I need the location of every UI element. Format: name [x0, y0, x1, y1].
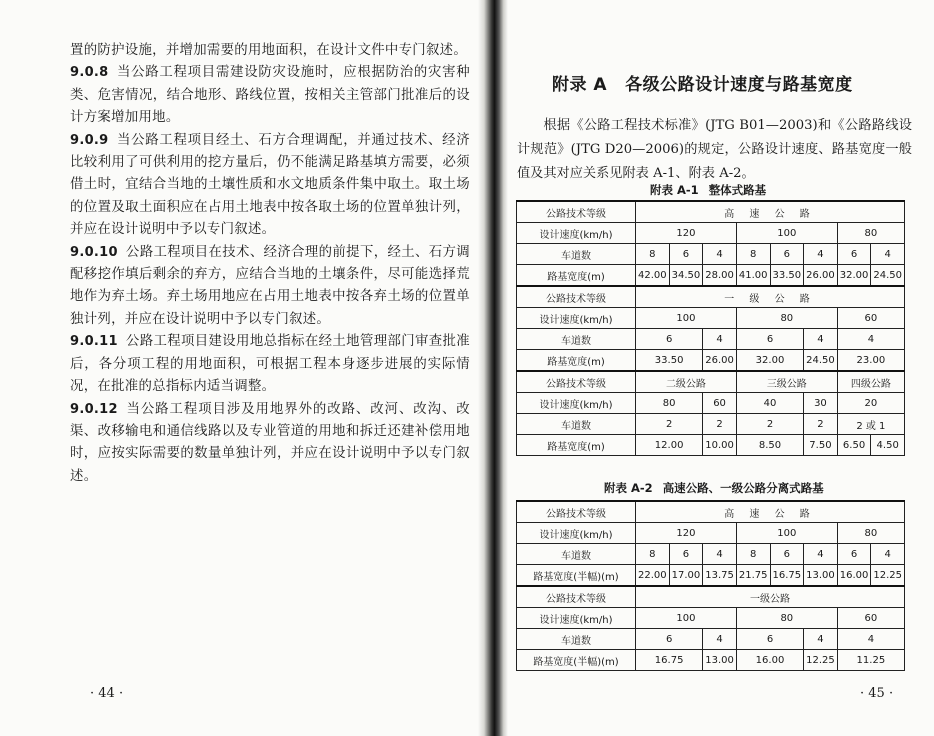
page-number-left: · 44 · — [90, 686, 124, 701]
table-row: 车道数 8 6 4 8 6 4 6 4 — [517, 544, 905, 565]
appendix-heading — [552, 70, 853, 95]
section-number: 9.0.11 — [70, 334, 118, 350]
table-row: 公路技术等级 二级公路 三级公路 四级公路 — [517, 371, 905, 393]
page-number-right: · 45 · — [860, 686, 894, 701]
table-row: 设计速度(km/h) 80 60 40 30 20 — [517, 393, 905, 414]
table-a1 — [516, 200, 905, 456]
section-number: 9.0.8 — [70, 65, 109, 81]
table-row: 路基宽度(m) 12.00 10.00 8.50 7.50 6.50 4.50 — [517, 435, 905, 456]
table-row: 路基宽度(m) 42.00 34.50 28.00 41.00 33.50 26.00 32.00 24.50 — [517, 265, 905, 287]
section-number: 9.0.9 — [70, 132, 109, 148]
section-number: 9.0.12 — [70, 401, 118, 417]
table-row: 车道数 6 4 6 4 4 — [517, 629, 905, 650]
paragraph-9-0-9: 9.0.9 当公路工程项目经土、石方合理调配，并通过技术、经济比较利用了可供利用的挖方量后，仍不能满足路基填方需要，必须借土时，宜结合当地的土壤性质和水文地质条件集中取土。取土场的位置及取土面积应在占用土地表中按各取土场的位置单独计列，并应在设计说明中予以专门叙述。 — [70, 132, 470, 238]
paragraph-9-0-10: 9.0.10 公路工程项目在技术、经济合理的前提下，经土、石方调配移挖作填后剩余的弃方，应结合当地的土壤条件，尽可能选择荒地作为弃土场。弃土场用地应在占用土地表中按各弃土场的位置单独计列，并应在设计说明中予以专门叙述。 — [70, 244, 470, 327]
left-body-text — [70, 40, 470, 488]
section-number: 9.0.10 — [70, 244, 118, 260]
table-row: 公路技术等级 一 级 公 路 — [517, 286, 905, 308]
appendix-title: 各级公路设计速度与路基宽度 — [625, 75, 853, 95]
paragraph-continued: 置的防护设施，并增加需要的用地面积，在设计文件中专门叙述。 — [70, 43, 468, 58]
table-row: 路基宽度(半幅)(m) 16.75 13.00 16.00 12.25 11.25 — [517, 650, 905, 671]
table-a1-caption: 附表 A-1 整体式路基 — [650, 183, 767, 197]
table-row: 车道数 6 4 6 4 4 — [517, 329, 905, 350]
table-row: 设计速度(km/h) 100 80 60 — [517, 308, 905, 329]
book-gutter — [478, 0, 508, 736]
paragraph-9-0-11: 9.0.11 公路工程项目建设用地总指标在经土地管理部门审查批准后，各分项工程的用地面积，可根据工程本身逐步进展的实际情况，在批准的总指标内适当调整。 — [70, 334, 470, 395]
table-row: 路基宽度(半幅)(m) 22.00 17.00 13.75 21.75 16.75 13.00 16.00 12.25 — [517, 565, 905, 587]
table-row: 车道数 8 6 4 8 6 4 6 4 — [517, 244, 905, 265]
appendix-label: 附录 A — [552, 75, 608, 95]
paragraph-9-0-8: 9.0.8 当公路工程项目需建设防灾设施时，应根据防治的灾害种类、危害情况，结合地形、路线位置，按相关主管部门批准后的设计方案增加用地。 — [70, 65, 470, 126]
table-row: 公路技术等级 高 速 公 路 — [517, 501, 905, 523]
table-row: 设计速度(km/h) 120 100 80 — [517, 223, 905, 244]
table-a2 — [516, 500, 905, 671]
table-row: 设计速度(km/h) 100 80 60 — [517, 608, 905, 629]
table-row: 公路技术等级 高 速 公 路 — [517, 201, 905, 223]
appendix-intro: 根据《公路工程技术标准》(JTG B01—2003)和《公路路线设计规范》(JTG D20—2006)的规定，公路设计速度、路基宽度一般值及其对应关系见附表 A-1、附表 A-2。 — [517, 118, 912, 181]
table-row: 路基宽度(m) 33.50 26.00 32.00 24.50 23.00 — [517, 350, 905, 372]
table-a2-caption: 附表 A-2 高速公路、一级公路分离式路基 — [604, 481, 824, 495]
table-row: 车道数 2 2 2 2 2 或 1 — [517, 414, 905, 435]
paragraph-9-0-12: 9.0.12 当公路工程项目涉及用地界外的改路、改河、改沟、改渠、改移输电和通信线路以及专业管道的用地和拆迁还建补偿用地时，应按实际需要的数量单独计列，并应在设计说明中予以专门叙述。 — [70, 401, 470, 484]
table-row: 公路技术等级 一级公路 — [517, 586, 905, 608]
table-row: 设计速度(km/h) 120 100 80 — [517, 523, 905, 544]
